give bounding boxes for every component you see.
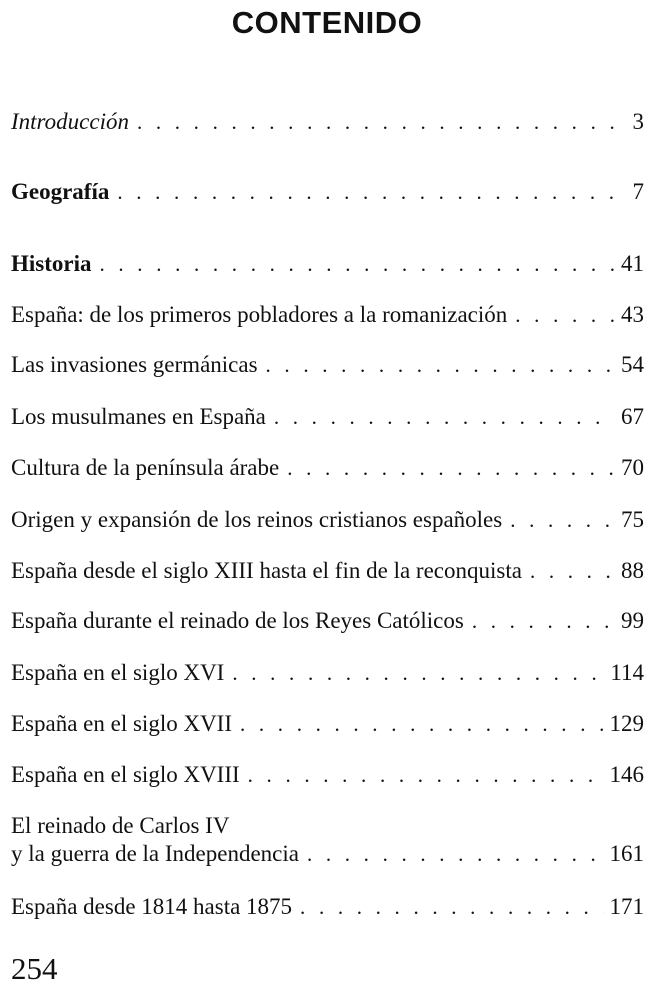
- toc-entry-geografia[interactable]: [11, 178, 644, 206]
- toc-entry-page: 88: [621, 558, 644, 583]
- toc-entry-label: España en el siglo XVI: [11, 660, 225, 685]
- toc-entry-page: 161: [609, 841, 644, 866]
- dot-leader: [274, 403, 615, 431]
- toc-entry-page: 114: [610, 660, 644, 685]
- toc-entry-page: 129: [609, 711, 644, 736]
- toc-entry-page: 7: [632, 179, 644, 204]
- toc-entry-label: Historia: [11, 251, 92, 276]
- toc-entry-introduccion[interactable]: [11, 108, 644, 136]
- toc-entry-reyes-catolicos[interactable]: [11, 607, 644, 635]
- toc-entry-label: Cultura de la península árabe: [11, 455, 280, 480]
- toc-entry-label-line2: y la guerra de la Independencia: [11, 841, 299, 866]
- toc-entry-label: España desde 1814 hasta 1875: [11, 894, 293, 919]
- dot-leader: [300, 893, 603, 921]
- toc-entry-label: Origen y expansión de los reinos cristianos españoles: [11, 507, 503, 532]
- dot-leader: [307, 840, 604, 868]
- toc-entry-page: 41: [621, 251, 644, 276]
- toc-entry-invasiones-germanicas[interactable]: [11, 351, 644, 379]
- toc-entry-siglo-xvii[interactable]: [11, 710, 644, 738]
- toc-entry-label: Introducción: [11, 109, 129, 134]
- dot-leader: [248, 761, 604, 789]
- dot-leader: [137, 108, 627, 136]
- toc-entry-page: 75: [621, 507, 644, 532]
- toc-entry-page: 54: [621, 352, 644, 377]
- dot-leader: [472, 607, 615, 635]
- toc-entry-label: España desde el siglo XIII hasta el fin de la reconquista: [11, 558, 522, 583]
- toc-entry-historia[interactable]: [11, 250, 644, 278]
- toc-entry-musulmanes[interactable]: [11, 403, 644, 431]
- dot-leader: [266, 351, 615, 379]
- dot-leader: [117, 178, 626, 206]
- dot-leader: [287, 454, 615, 482]
- dot-leader: [530, 557, 615, 585]
- dot-leader: [515, 301, 615, 329]
- toc-entry-label: Geografía: [11, 179, 110, 204]
- toc-entry-label: España durante el reinado de los Reyes Católicos: [11, 608, 464, 633]
- toc-entry-page: 70: [621, 455, 644, 480]
- page-number: 254: [11, 951, 58, 986]
- toc-entry-1814-1875[interactable]: [11, 893, 644, 921]
- dot-leader: [100, 250, 616, 278]
- toc-entry-siglo-xiii[interactable]: [11, 557, 644, 585]
- toc-entry-page: 171: [609, 894, 644, 919]
- toc-entry-siglo-xvi[interactable]: [11, 659, 644, 687]
- toc-entry-label-line1: El reinado de Carlos IV: [11, 813, 230, 838]
- toc-entry-row: [11, 840, 644, 868]
- toc-entry-page: 146: [609, 762, 644, 787]
- toc-entry-label: Los musulmanes en España: [11, 404, 266, 429]
- toc-entry-siglo-xviii[interactable]: [11, 761, 644, 789]
- toc-entry-page: 99: [621, 608, 644, 633]
- dot-leader: [510, 506, 615, 534]
- toc-entry-label: España en el siglo XVIII: [11, 762, 240, 787]
- toc-entry-label: España en el siglo XVII: [11, 711, 232, 736]
- toc-entry-page: 67: [621, 404, 644, 429]
- dot-leader: [240, 710, 604, 738]
- toc-entry-cultura-arabe[interactable]: [11, 454, 644, 482]
- page-title: CONTENIDO: [231, 5, 423, 40]
- toc-entry-reinos-cristianos[interactable]: [11, 506, 644, 534]
- toc-entry-romanizacion[interactable]: [11, 301, 644, 329]
- dot-leader: [232, 659, 604, 687]
- toc-entry-carlos-iv[interactable]: [11, 812, 644, 868]
- toc-entry-label: Las invasiones germánicas: [11, 352, 258, 377]
- toc-entry-page: 3: [632, 109, 644, 134]
- toc-entry-label: España: de los primeros pobladores a la romanización: [11, 302, 508, 327]
- toc-entry-page: 43: [621, 302, 644, 327]
